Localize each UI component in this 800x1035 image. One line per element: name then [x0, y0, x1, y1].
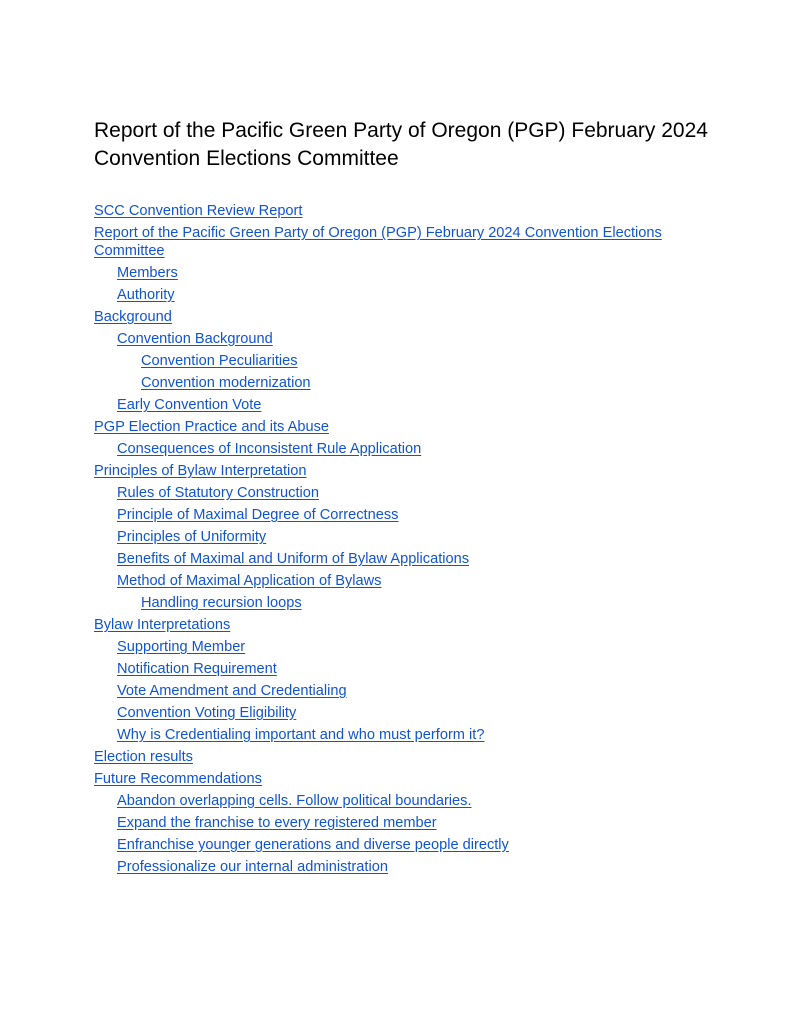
toc-link[interactable]: Abandon overlapping cells. Follow political boundaries.	[117, 793, 472, 809]
toc-link[interactable]: Members	[117, 265, 178, 281]
toc-entry	[94, 224, 734, 260]
toc-entry	[94, 814, 734, 832]
toc-link[interactable]: Convention Peculiarities	[141, 353, 298, 369]
toc-link[interactable]: Rules of Statutory Construction	[117, 485, 319, 501]
toc-entry	[94, 638, 734, 656]
toc-entry	[94, 704, 734, 722]
toc-link[interactable]: Convention modernization	[141, 375, 311, 391]
toc-link[interactable]: Professionalize our internal administration	[117, 859, 388, 875]
toc-entry	[94, 572, 734, 590]
toc-link[interactable]: Enfranchise younger generations and diverse people directly	[117, 837, 509, 853]
toc-entry	[94, 616, 734, 634]
toc-link[interactable]: Expand the franchise to every registered member	[117, 815, 437, 831]
document-title: Report of the Pacific Green Party of Oregon (PGP) February 2024 Convention Elections Committee	[94, 119, 708, 170]
toc-entry	[94, 770, 734, 788]
toc-entry	[94, 462, 734, 480]
toc-link[interactable]: Supporting Member	[117, 639, 246, 655]
toc-link[interactable]: Vote Amendment and Credentialing	[117, 683, 347, 699]
toc-entry	[94, 352, 734, 370]
toc-link[interactable]: Principles of Uniformity	[117, 529, 267, 545]
toc-link[interactable]: Future Recommendations	[94, 771, 262, 787]
toc-entry	[94, 858, 734, 876]
toc-entry	[94, 506, 734, 524]
table-of-contents	[94, 202, 734, 880]
toc-entry	[94, 484, 734, 502]
toc-link[interactable]: Report of the Pacific Green Party of Oregon (PGP) February 2024 Convention Elections Committee	[94, 225, 662, 259]
toc-link[interactable]: Early Convention Vote	[117, 397, 262, 413]
toc-entry	[94, 202, 734, 220]
toc-link[interactable]: Consequences of Inconsistent Rule Application	[117, 441, 422, 457]
toc-entry	[94, 374, 734, 392]
toc-entry	[94, 748, 734, 766]
toc-entry	[94, 286, 734, 304]
toc-link[interactable]: Why is Credentialing important and who must perform it?	[117, 727, 485, 743]
toc-entry	[94, 792, 734, 810]
toc-entry	[94, 396, 734, 414]
toc-entry	[94, 594, 734, 612]
toc-link[interactable]: Bylaw Interpretations	[94, 617, 231, 633]
toc-link[interactable]: Convention Voting Eligibility	[117, 705, 297, 721]
toc-entry	[94, 308, 734, 326]
toc-link[interactable]: Benefits of Maximal and Uniform of Bylaw Applications	[117, 551, 470, 567]
toc-link[interactable]: Background	[94, 309, 172, 325]
toc-link[interactable]: PGP Election Practice and its Abuse	[94, 419, 329, 435]
toc-link[interactable]: Notification Requirement	[117, 661, 277, 677]
toc-link[interactable]: Convention Background	[117, 331, 273, 347]
toc-link[interactable]: Authority	[117, 287, 175, 303]
toc-entry	[94, 660, 734, 678]
toc-link[interactable]: Handling recursion loops	[141, 595, 302, 611]
toc-entry	[94, 264, 734, 282]
toc-entry	[94, 726, 734, 744]
toc-link[interactable]: SCC Convention Review Report	[94, 203, 303, 219]
toc-entry	[94, 550, 734, 568]
toc-link[interactable]: Election results	[94, 749, 193, 765]
toc-entry	[94, 418, 734, 436]
toc-link[interactable]: Method of Maximal Application of Bylaws	[117, 573, 382, 589]
toc-link[interactable]: Principle of Maximal Degree of Correctness	[117, 507, 399, 523]
toc-entry	[94, 836, 734, 854]
toc-entry	[94, 528, 734, 546]
toc-entry	[94, 440, 734, 458]
toc-entry	[94, 682, 734, 700]
toc-link[interactable]: Principles of Bylaw Interpretation	[94, 463, 307, 479]
toc-entry	[94, 330, 734, 348]
